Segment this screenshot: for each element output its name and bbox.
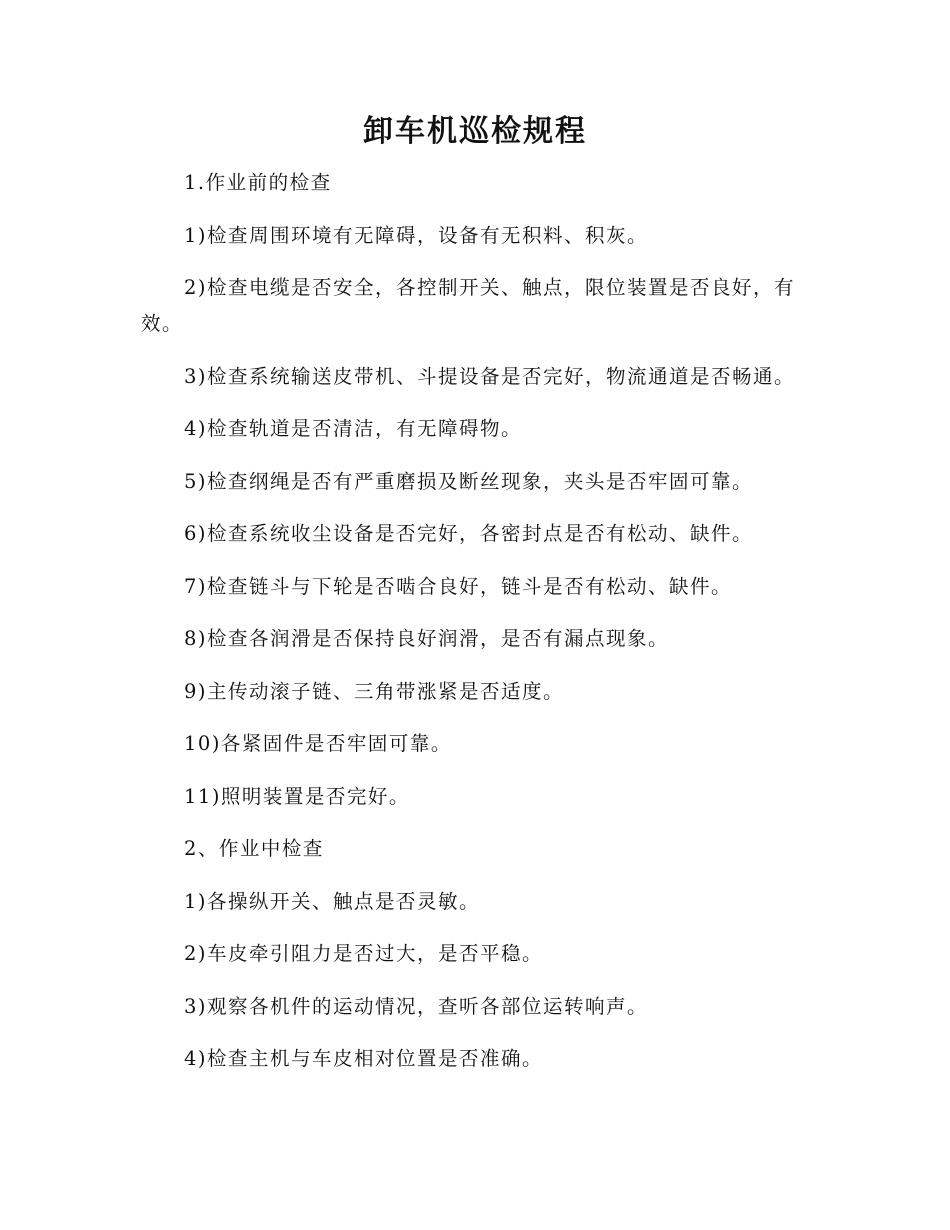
- paragraph: 7)检查链斗与下轮是否啮合良好，链斗是否有松动、缺件。: [184, 574, 733, 598]
- paragraph: 5)检查纲绳是否有严重磨损及断丝现象，夹头是否牢固可靠。: [184, 469, 754, 493]
- paragraph: 4)检查主机与车皮相对位置是否准确。: [184, 1047, 544, 1070]
- paragraph: 1)检查周围环境有无障碍，设备有无积料、积灰。: [184, 223, 649, 247]
- page-title: 卸车机巡检规程: [363, 114, 587, 149]
- document-body: [141, 165, 796, 1077]
- paragraph: 11)照明装置是否完好。: [184, 784, 410, 808]
- paragraph: 8)检查各润滑是否保持良好润滑，是否有漏点现象。: [184, 627, 670, 650]
- paragraph: 3)观察各机件的运动情况，查听各部位运转响声。: [184, 994, 649, 1018]
- paragraph: 4)检查轨道是否清洁，有无障碍物。: [184, 417, 523, 440]
- paragraph: 2)车皮牵引阻力是否过大，是否平稳。: [184, 942, 544, 965]
- section-heading-during-work: 2、作业中检查: [184, 837, 324, 860]
- paragraph: 1)各操纵开关、触点是否灵敏。: [184, 889, 481, 913]
- section-heading-before-work: 1.作业前的检查: [184, 171, 332, 194]
- paragraph: 10)各紧固件是否牢固可靠。: [184, 732, 452, 755]
- paragraph: 2)检查电缆是否安全，各控制开关、触点，限位装置是否良好，有效。: [141, 276, 796, 335]
- paragraph: 9)主传动滚子链、三角带涨紧是否适度。: [184, 679, 565, 703]
- paragraph: 3)检查系统输送皮带机、斗提设备是否完好，物流通道是否畅通。: [184, 364, 796, 388]
- paragraph: 6)检查系统收尘设备是否完好，各密封点是否有松动、缺件。: [184, 522, 754, 545]
